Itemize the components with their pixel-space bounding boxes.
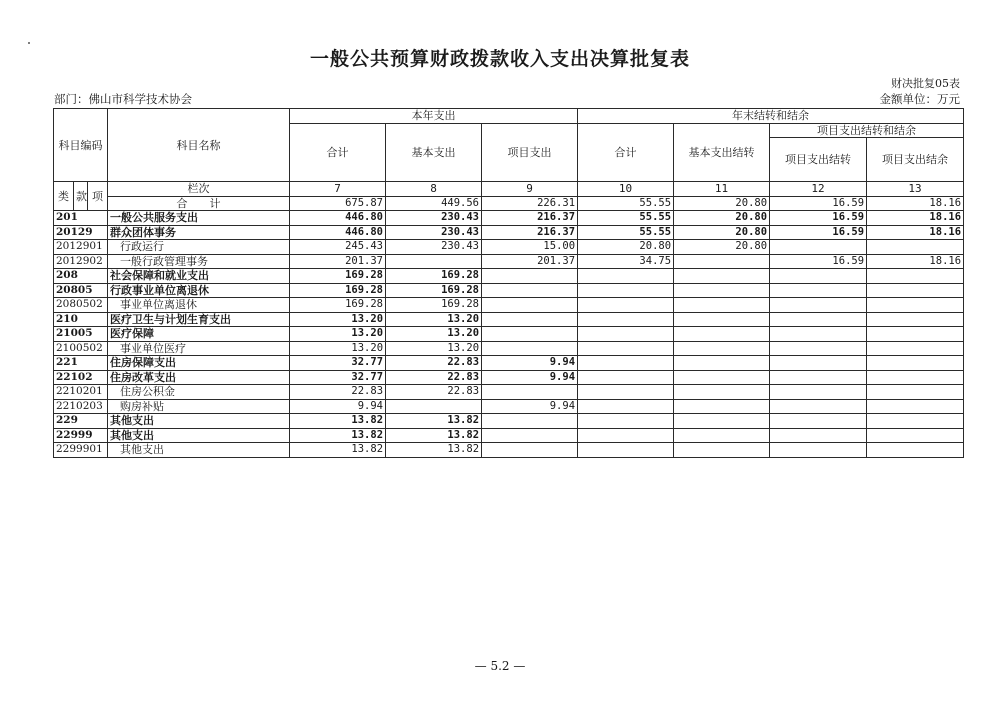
header-project-carry: 项目支出结转 bbox=[770, 138, 867, 182]
subject-code: 22102 bbox=[54, 370, 108, 385]
amount-cell bbox=[674, 341, 770, 356]
amount-cell bbox=[770, 341, 867, 356]
amount-cell bbox=[674, 254, 770, 269]
amount-cell: 9.94 bbox=[482, 370, 578, 385]
subject-code: 2299901 bbox=[54, 443, 108, 458]
amount-cell: 230.43 bbox=[386, 211, 482, 226]
amount-cell bbox=[770, 443, 867, 458]
amount-cell: 20.80 bbox=[674, 240, 770, 255]
amount-cell: 230.43 bbox=[386, 240, 482, 255]
amount-cell: 446.80 bbox=[290, 211, 386, 226]
amount-cell: 169.28 bbox=[290, 298, 386, 313]
subject-code: 221 bbox=[54, 356, 108, 371]
amount-cell: 13.20 bbox=[386, 312, 482, 327]
amount-cell: 216.37 bbox=[482, 225, 578, 240]
amount-cell bbox=[674, 370, 770, 385]
table-body bbox=[54, 211, 964, 458]
header-subject-name: 科目名称 bbox=[108, 109, 290, 182]
table-row bbox=[54, 399, 964, 414]
amount-cell bbox=[867, 443, 964, 458]
amount-cell bbox=[578, 443, 674, 458]
subject-name: 其他支出 bbox=[108, 428, 290, 443]
amount-cell bbox=[770, 399, 867, 414]
table-row bbox=[54, 269, 964, 284]
table-row bbox=[54, 254, 964, 269]
form-number: 财决批复05表 bbox=[891, 77, 960, 90]
header-total2: 合计 bbox=[578, 123, 674, 182]
header-project-surplus: 项目支出结余 bbox=[867, 138, 964, 182]
amount-cell: 13.20 bbox=[290, 312, 386, 327]
amount-cell: 13.82 bbox=[386, 414, 482, 429]
col-number: 11 bbox=[674, 182, 770, 197]
amount-cell: 13.82 bbox=[386, 443, 482, 458]
amount-cell bbox=[867, 414, 964, 429]
amount-cell bbox=[770, 298, 867, 313]
amount-cell bbox=[578, 385, 674, 400]
amount-cell bbox=[482, 298, 578, 313]
amount-cell: 15.00 bbox=[482, 240, 578, 255]
subject-name: 住房公积金 bbox=[108, 385, 290, 400]
header-basic-carry: 基本支出结转 bbox=[674, 123, 770, 182]
amount-cell bbox=[578, 298, 674, 313]
amount-cell: 169.28 bbox=[290, 269, 386, 284]
amount-cell bbox=[482, 443, 578, 458]
amount-cell bbox=[578, 341, 674, 356]
amount-cell bbox=[482, 414, 578, 429]
amount-cell bbox=[867, 399, 964, 414]
amount-cell: 13.82 bbox=[386, 428, 482, 443]
amount-cell bbox=[482, 312, 578, 327]
table-row bbox=[54, 385, 964, 400]
subject-name: 购房补贴 bbox=[108, 399, 290, 414]
subject-name: 群众团体事务 bbox=[108, 225, 290, 240]
subject-name: 一般公共服务支出 bbox=[108, 211, 290, 226]
amount-cell bbox=[578, 356, 674, 371]
header-current-year: 本年支出 bbox=[290, 109, 578, 124]
amount-cell: 32.77 bbox=[290, 356, 386, 371]
table-row bbox=[54, 312, 964, 327]
amount-cell: 22.83 bbox=[386, 385, 482, 400]
table-row bbox=[54, 443, 964, 458]
header-lei: 类 bbox=[54, 182, 74, 211]
col-number: 9 bbox=[482, 182, 578, 197]
amount-cell bbox=[867, 298, 964, 313]
col-number: 10 bbox=[578, 182, 674, 197]
total-cell: 226.31 bbox=[482, 196, 578, 211]
subject-name: 医疗卫生与计划生育支出 bbox=[108, 312, 290, 327]
amount-cell bbox=[386, 254, 482, 269]
header-project-carry-group: 项目支出结转和结余 bbox=[770, 123, 964, 138]
table-row bbox=[54, 211, 964, 226]
subject-code: 2012902 bbox=[54, 254, 108, 269]
amount-cell bbox=[674, 356, 770, 371]
col-number: 12 bbox=[770, 182, 867, 197]
amount-cell bbox=[770, 428, 867, 443]
amount-cell: 13.82 bbox=[290, 443, 386, 458]
total-cell: 20.80 bbox=[674, 196, 770, 211]
subject-name: 行政事业单位离退休 bbox=[108, 283, 290, 298]
amount-cell bbox=[674, 385, 770, 400]
amount-cell bbox=[674, 414, 770, 429]
subject-name: 事业单位离退休 bbox=[108, 298, 290, 313]
amount-cell bbox=[578, 283, 674, 298]
amount-cell bbox=[578, 269, 674, 284]
amount-cell: 20.80 bbox=[674, 225, 770, 240]
amount-cell: 169.28 bbox=[386, 283, 482, 298]
amount-cell: 13.82 bbox=[290, 428, 386, 443]
subject-code: 20129 bbox=[54, 225, 108, 240]
table-row bbox=[54, 283, 964, 298]
amount-cell: 55.55 bbox=[578, 225, 674, 240]
amount-cell bbox=[770, 240, 867, 255]
amount-cell bbox=[867, 240, 964, 255]
amount-cell bbox=[770, 414, 867, 429]
header-xiang: 项 bbox=[88, 182, 108, 211]
subject-code: 22999 bbox=[54, 428, 108, 443]
amount-cell: 216.37 bbox=[482, 211, 578, 226]
amount-cell bbox=[674, 399, 770, 414]
subject-code: 20805 bbox=[54, 283, 108, 298]
amount-cell bbox=[867, 327, 964, 342]
subject-code: 208 bbox=[54, 269, 108, 284]
amount-cell: 32.77 bbox=[290, 370, 386, 385]
subject-name: 一般行政管理事务 bbox=[108, 254, 290, 269]
subject-code: 201 bbox=[54, 211, 108, 226]
table-row bbox=[54, 356, 964, 371]
amount-cell bbox=[578, 327, 674, 342]
amount-cell bbox=[867, 370, 964, 385]
subject-name: 住房改革支出 bbox=[108, 370, 290, 385]
total-cell: 675.87 bbox=[290, 196, 386, 211]
page-title: 一般公共预算财政拨款收入支出决算批复表 bbox=[309, 48, 690, 70]
table-row bbox=[54, 341, 964, 356]
amount-cell: 20.80 bbox=[674, 211, 770, 226]
amount-cell: 22.83 bbox=[290, 385, 386, 400]
amount-cell bbox=[867, 269, 964, 284]
amount-cell: 201.37 bbox=[290, 254, 386, 269]
header-subject-code: 科目编码 bbox=[54, 109, 108, 182]
amount-cell: 9.94 bbox=[482, 399, 578, 414]
amount-cell bbox=[770, 356, 867, 371]
appropriation-table bbox=[53, 108, 964, 458]
header-basic: 基本支出 bbox=[386, 123, 482, 182]
table-row bbox=[54, 225, 964, 240]
department-label: 部门：佛山市科学技术协会 bbox=[54, 92, 192, 106]
amount-cell: 16.59 bbox=[770, 254, 867, 269]
subject-code: 2210201 bbox=[54, 385, 108, 400]
amount-cell bbox=[867, 356, 964, 371]
subject-name: 其他支出 bbox=[108, 443, 290, 458]
amount-cell: 13.20 bbox=[386, 327, 482, 342]
subject-code: 210 bbox=[54, 312, 108, 327]
amount-cell: 18.16 bbox=[867, 225, 964, 240]
amount-cell: 13.20 bbox=[386, 341, 482, 356]
subject-code: 2210203 bbox=[54, 399, 108, 414]
subject-code: 21005 bbox=[54, 327, 108, 342]
subject-code: 229 bbox=[54, 414, 108, 429]
amount-cell bbox=[386, 399, 482, 414]
amount-cell bbox=[674, 298, 770, 313]
subject-name: 行政运行 bbox=[108, 240, 290, 255]
amount-cell: 9.94 bbox=[290, 399, 386, 414]
amount-cell bbox=[770, 370, 867, 385]
amount-cell: 169.28 bbox=[386, 298, 482, 313]
total-cell: 18.16 bbox=[867, 196, 964, 211]
amount-cell: 22.83 bbox=[386, 370, 482, 385]
subject-name: 社会保障和就业支出 bbox=[108, 269, 290, 284]
page-number: — 5.2 — bbox=[474, 659, 526, 673]
amount-cell bbox=[482, 385, 578, 400]
amount-cell bbox=[674, 283, 770, 298]
amount-cell bbox=[674, 312, 770, 327]
col-number: 13 bbox=[867, 182, 964, 197]
amount-cell bbox=[578, 428, 674, 443]
amount-cell: 18.16 bbox=[867, 211, 964, 226]
amount-cell bbox=[770, 283, 867, 298]
amount-cell bbox=[674, 327, 770, 342]
subject-name: 住房保障支出 bbox=[108, 356, 290, 371]
header-lanci: 栏次 bbox=[108, 182, 290, 197]
amount-cell: 20.80 bbox=[578, 240, 674, 255]
amount-cell: 446.80 bbox=[290, 225, 386, 240]
subject-name: 医疗保障 bbox=[108, 327, 290, 342]
amount-cell bbox=[770, 385, 867, 400]
amount-cell bbox=[578, 399, 674, 414]
amount-cell: 18.16 bbox=[867, 254, 964, 269]
amount-cell: 169.28 bbox=[386, 269, 482, 284]
amount-cell bbox=[867, 341, 964, 356]
amount-cell: 16.59 bbox=[770, 225, 867, 240]
col-number: 8 bbox=[386, 182, 482, 197]
amount-cell bbox=[770, 312, 867, 327]
table-row bbox=[54, 327, 964, 342]
amount-cell: 169.28 bbox=[290, 283, 386, 298]
total-cell: 449.56 bbox=[386, 196, 482, 211]
amount-cell: 22.83 bbox=[386, 356, 482, 371]
header-total: 合计 bbox=[290, 123, 386, 182]
amount-unit: 金额单位：万元 bbox=[879, 92, 960, 106]
amount-cell: 55.55 bbox=[578, 211, 674, 226]
amount-cell: 34.75 bbox=[578, 254, 674, 269]
amount-cell: 13.20 bbox=[290, 341, 386, 356]
subject-code: 2080502 bbox=[54, 298, 108, 313]
amount-cell: 201.37 bbox=[482, 254, 578, 269]
total-cell: 16.59 bbox=[770, 196, 867, 211]
subject-name: 其他支出 bbox=[108, 414, 290, 429]
amount-cell bbox=[482, 428, 578, 443]
amount-cell bbox=[674, 428, 770, 443]
amount-cell: 16.59 bbox=[770, 211, 867, 226]
header-project: 项目支出 bbox=[482, 123, 578, 182]
col-number: 7 bbox=[290, 182, 386, 197]
header-year-end: 年末结转和结余 bbox=[578, 109, 964, 124]
total-row-label: 合 计 bbox=[108, 196, 290, 211]
header-kuan: 款 bbox=[74, 182, 88, 211]
amount-cell bbox=[867, 385, 964, 400]
table-row bbox=[54, 428, 964, 443]
amount-cell: 13.20 bbox=[290, 327, 386, 342]
amount-cell bbox=[674, 269, 770, 284]
subject-code: 2100502 bbox=[54, 341, 108, 356]
amount-cell bbox=[578, 414, 674, 429]
amount-cell bbox=[482, 341, 578, 356]
amount-cell: 245.43 bbox=[290, 240, 386, 255]
amount-cell bbox=[867, 428, 964, 443]
table-row bbox=[54, 414, 964, 429]
amount-cell bbox=[482, 327, 578, 342]
table-row bbox=[54, 240, 964, 255]
amount-cell bbox=[770, 327, 867, 342]
amount-cell bbox=[578, 312, 674, 327]
table-row bbox=[54, 370, 964, 385]
amount-cell bbox=[867, 312, 964, 327]
amount-cell: 13.82 bbox=[290, 414, 386, 429]
table-row bbox=[54, 298, 964, 313]
subject-name: 事业单位医疗 bbox=[108, 341, 290, 356]
amount-cell bbox=[770, 269, 867, 284]
amount-cell bbox=[578, 370, 674, 385]
amount-cell: 230.43 bbox=[386, 225, 482, 240]
amount-cell bbox=[674, 443, 770, 458]
total-cell: 55.55 bbox=[578, 196, 674, 211]
amount-cell: 9.94 bbox=[482, 356, 578, 371]
amount-cell bbox=[482, 283, 578, 298]
amount-cell bbox=[482, 269, 578, 284]
subject-code: 2012901 bbox=[54, 240, 108, 255]
amount-cell bbox=[867, 283, 964, 298]
